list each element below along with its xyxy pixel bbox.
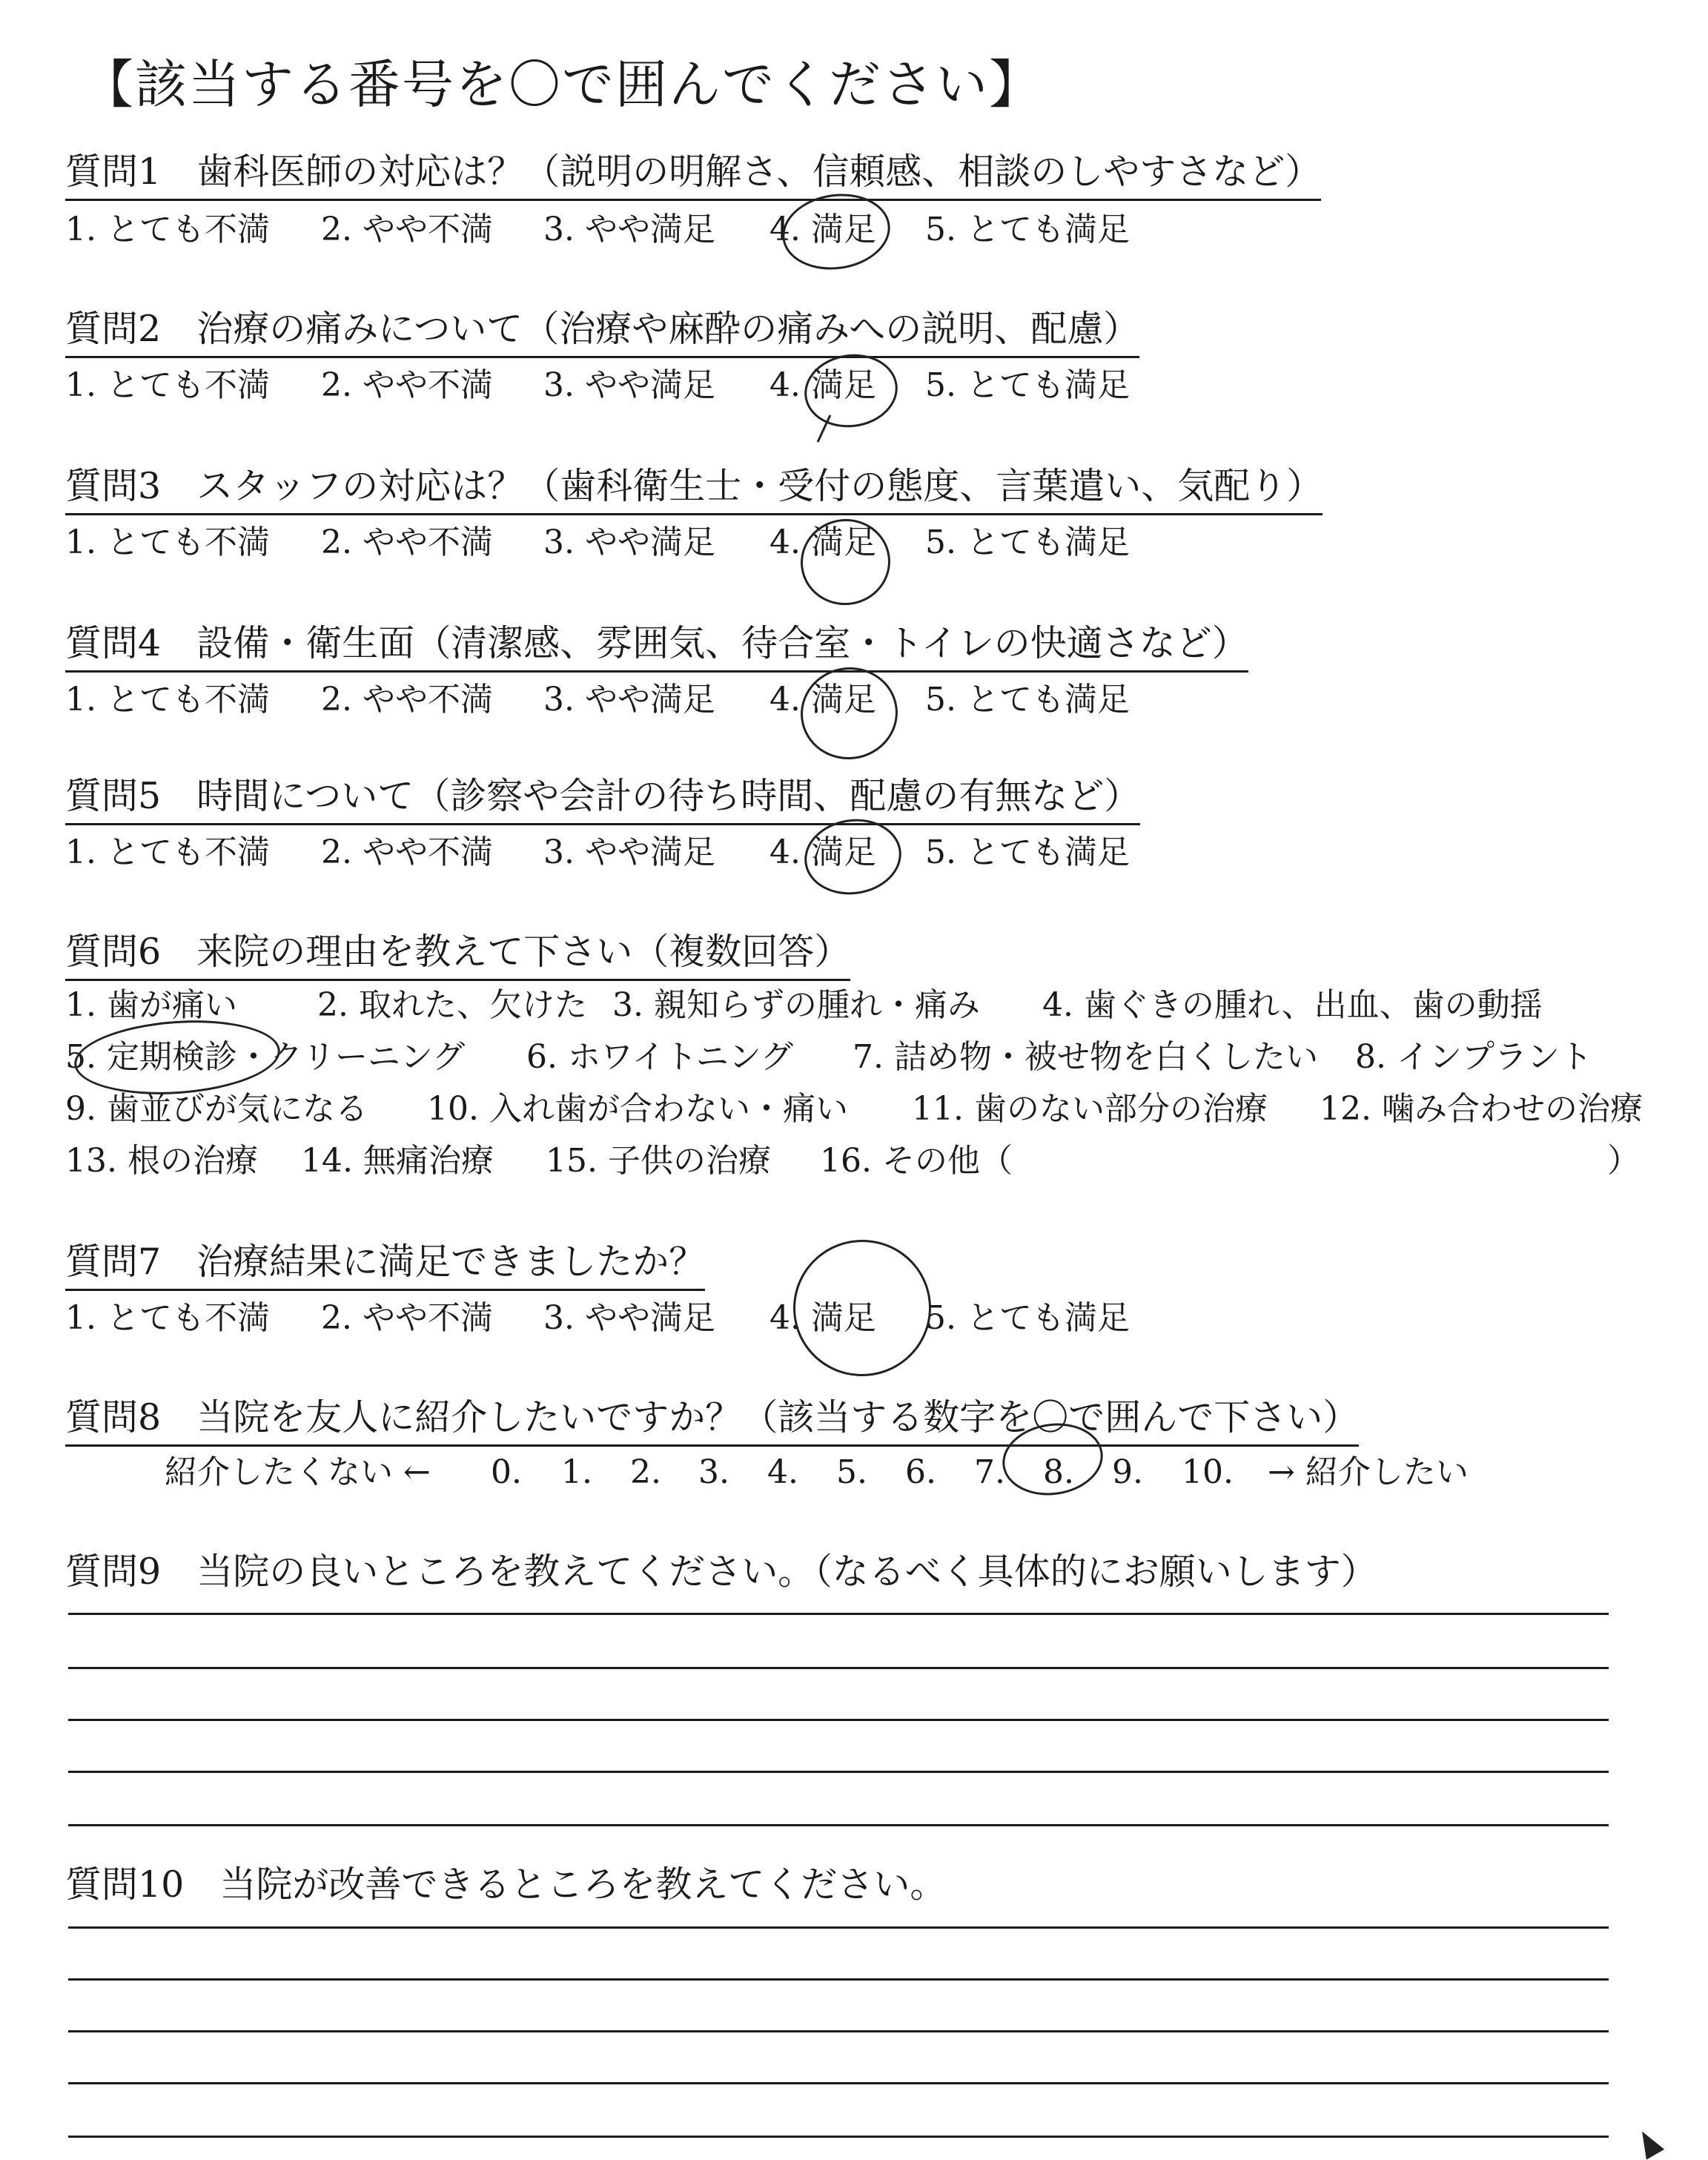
- q1-option-5[interactable]: 5. とても満足: [925, 211, 1130, 248]
- q6-option-7[interactable]: 7. 詰め物・被せ物を白くしたい: [853, 1038, 1318, 1076]
- q4-option-2[interactable]: 2. やや不満: [321, 681, 493, 719]
- question-7-options: [65, 1298, 1251, 1339]
- q1-option-3[interactable]: 3. やや満足: [543, 211, 715, 248]
- question-2-text: 治療の痛みについて（治療や麻酔の痛みへの説明、配慮）: [196, 308, 1140, 350]
- q6-option-15[interactable]: 15. 子供の治療: [546, 1142, 771, 1180]
- question-3-text: スタッフの対応は？（歯科衛生士・受付の態度、言葉遣い、気配り）: [196, 465, 1323, 507]
- q7-option-3[interactable]: 3. やや満足: [543, 1299, 715, 1337]
- question-1-options: [65, 209, 1251, 251]
- q8-score-0[interactable]: 0.: [491, 1453, 522, 1491]
- q3-option-5[interactable]: 5. とても満足: [925, 524, 1130, 561]
- question-4-label: 質問4: [65, 622, 162, 664]
- q8-score-4[interactable]: 4.: [767, 1453, 798, 1491]
- q6-row-4: [65, 1140, 1659, 1182]
- q10-answer-line: [68, 2136, 1609, 2138]
- q10-answer-line: [68, 2030, 1609, 2032]
- q5-selection-circle: [800, 813, 907, 900]
- q8-right-label: → 紹介したい: [1268, 1453, 1469, 1491]
- question-3: [65, 463, 1323, 515]
- q5-option-3[interactable]: 3. やや満足: [543, 833, 715, 871]
- q6-row-1: [65, 985, 1659, 1026]
- question-2-options: [65, 365, 1251, 406]
- q6-option-3[interactable]: 3. 親知らずの腫れ・痛み: [612, 986, 980, 1024]
- question-9-label: 質問9: [65, 1550, 162, 1593]
- question-8: [65, 1394, 1359, 1447]
- q6-option-9[interactable]: 9. 歯並びが気になる: [65, 1090, 368, 1128]
- question-2-label: 質問2: [65, 308, 162, 350]
- q6-option-12[interactable]: 12. 噛み合わせの治療: [1320, 1090, 1643, 1128]
- q7-option-1[interactable]: 1. とても不満: [65, 1299, 270, 1337]
- q5-option-4[interactable]: 4. 満足: [769, 833, 876, 871]
- question-10: [65, 1861, 946, 1912]
- q6-option-4[interactable]: 4. 歯ぐきの腫れ、出血、歯の動揺: [1042, 986, 1543, 1024]
- q8-left-label: 紹介したくない ←: [165, 1453, 431, 1491]
- question-1: [65, 148, 1321, 201]
- q6-option-5[interactable]: 5. 定期検診・クリーニング: [65, 1038, 466, 1076]
- q7-selection-circle: [784, 1231, 940, 1385]
- q2-option-4[interactable]: 4. 満足: [769, 366, 876, 404]
- q6-option-8[interactable]: 8. インプラント: [1355, 1038, 1592, 1076]
- q4-option-5[interactable]: 5. とても満足: [925, 681, 1130, 719]
- q6-option-6[interactable]: 6. ホワイトニング: [526, 1038, 794, 1076]
- q2-option-3[interactable]: 3. やや満足: [543, 366, 715, 404]
- question-1-label: 質問1: [65, 151, 162, 193]
- q8-score-3[interactable]: 3.: [698, 1453, 729, 1491]
- question-9: [65, 1548, 1377, 1599]
- q8-score-7[interactable]: 7.: [974, 1453, 1005, 1491]
- q8-score-8[interactable]: 8.: [1043, 1453, 1074, 1491]
- question-4-text: 設備・衛生面（清潔感、雰囲気、待合室・トイレの快適さなど）: [196, 622, 1248, 664]
- q2-selection-circle: [800, 349, 902, 434]
- q7-option-5[interactable]: 5. とても満足: [925, 1299, 1130, 1337]
- question-4: [65, 620, 1248, 673]
- q1-option-2[interactable]: 2. やや不満: [321, 211, 493, 248]
- q3-option-4[interactable]: 4. 満足: [769, 524, 876, 561]
- question-8-text: 当院を友人に紹介したいですか？（該当する数字を〇で囲んで下さい）: [196, 1396, 1360, 1439]
- question-8-label: 質問8: [65, 1396, 162, 1439]
- question-10-label: 質問10: [65, 1863, 185, 1906]
- question-6-text: 来院の理由を教えて下さい（複数回答）: [196, 931, 851, 973]
- question-6: [65, 928, 850, 981]
- q6-selection-circle: [72, 1014, 282, 1100]
- question-5-label: 質問5: [65, 775, 162, 817]
- question-7-label: 質問7: [65, 1241, 162, 1283]
- q6-option-16[interactable]: 16. その他（: [820, 1142, 1013, 1180]
- question-7-text: 治療結果に満足できましたか？: [196, 1241, 706, 1283]
- question-10-text: 当院が改善できるところを教えてください。: [219, 1863, 947, 1906]
- q6-option-14[interactable]: 14. 無痛治療: [301, 1142, 494, 1180]
- question-3-label: 質問3: [65, 465, 162, 507]
- q6-option-11[interactable]: 11. 歯のない部分の治療: [912, 1090, 1268, 1128]
- q9-answer-line: [68, 1613, 1609, 1615]
- q3-option-1[interactable]: 1. とても不満: [65, 524, 270, 561]
- q6-row-2: [65, 1037, 1659, 1078]
- q4-option-3[interactable]: 3. やや満足: [543, 681, 715, 719]
- question-2: [65, 305, 1139, 358]
- q5-option-5[interactable]: 5. とても満足: [925, 833, 1130, 871]
- mouse-pointer-icon: [1633, 2126, 1664, 2159]
- q6-option-13[interactable]: 13. 根の治療: [65, 1142, 258, 1180]
- form-instruction: 【該当する番号を〇で囲んでください】: [82, 54, 1042, 115]
- q8-score-6[interactable]: 6.: [905, 1453, 936, 1491]
- q2-option-1[interactable]: 1. とても不満: [65, 366, 270, 404]
- q6-option-1[interactable]: 1. 歯が痛い: [65, 986, 237, 1024]
- question-5-text: 時間について（診察や会計の待ち時間、配慮の有無など）: [196, 775, 1141, 817]
- question-5: [65, 773, 1140, 825]
- q6-row-3: [65, 1089, 1659, 1130]
- q6-option-10[interactable]: 10. 入れ歯が合わない・痛い: [427, 1090, 848, 1128]
- q8-score-9[interactable]: 9.: [1112, 1453, 1143, 1491]
- q10-answer-line: [68, 1926, 1609, 1929]
- q9-answer-line: [68, 1824, 1609, 1826]
- q5-option-2[interactable]: 2. やや不満: [321, 833, 493, 871]
- q10-answer-line: [68, 1978, 1609, 1981]
- q3-option-3[interactable]: 3. やや満足: [543, 524, 715, 561]
- q4-option-1[interactable]: 1. とても不満: [65, 681, 270, 719]
- question-4-options: [65, 679, 1251, 721]
- question-9-text: 当院の良いところを教えてください。（なるべく具体的にお願いします）: [196, 1550, 1377, 1593]
- question-7: [65, 1238, 705, 1291]
- q8-score-2[interactable]: 2.: [630, 1453, 661, 1491]
- question-6-label: 質問6: [65, 931, 162, 973]
- q8-score-5[interactable]: 5.: [836, 1453, 867, 1491]
- q6-other-close-paren: ）: [1607, 1142, 1640, 1180]
- q7-option-2[interactable]: 2. やや不満: [321, 1299, 493, 1337]
- q2-option-2[interactable]: 2. やや不満: [321, 366, 493, 404]
- q4-selection-circle: [795, 661, 904, 765]
- q9-answer-line: [68, 1667, 1609, 1669]
- q2-option-5[interactable]: 5. とても満足: [925, 366, 1130, 404]
- q9-answer-line: [68, 1719, 1609, 1721]
- question-5-options: [65, 832, 1251, 873]
- q4-option-4[interactable]: 4. 満足: [769, 681, 876, 719]
- q1-option-1[interactable]: 1. とても不満: [65, 211, 270, 248]
- q8-score-1[interactable]: 1.: [561, 1453, 592, 1491]
- question-1-text: 歯科医師の対応は？（説明の明解さ、信頼感、相談のしやすさなど）: [196, 151, 1322, 193]
- question-8-scale: [165, 1452, 1499, 1493]
- q8-score-10[interactable]: 10.: [1182, 1453, 1234, 1491]
- q5-option-1[interactable]: 1. とても不満: [65, 833, 270, 871]
- q10-answer-line: [68, 2082, 1609, 2084]
- q3-option-2[interactable]: 2. やや不満: [321, 524, 493, 561]
- q9-answer-line: [68, 1771, 1609, 1773]
- question-3-options: [65, 522, 1251, 564]
- q1-option-4[interactable]: 4. 満足: [769, 211, 876, 248]
- q6-option-2[interactable]: 2. 取れた、欠けた: [317, 986, 587, 1024]
- q7-option-4[interactable]: 4. 満足: [769, 1299, 876, 1337]
